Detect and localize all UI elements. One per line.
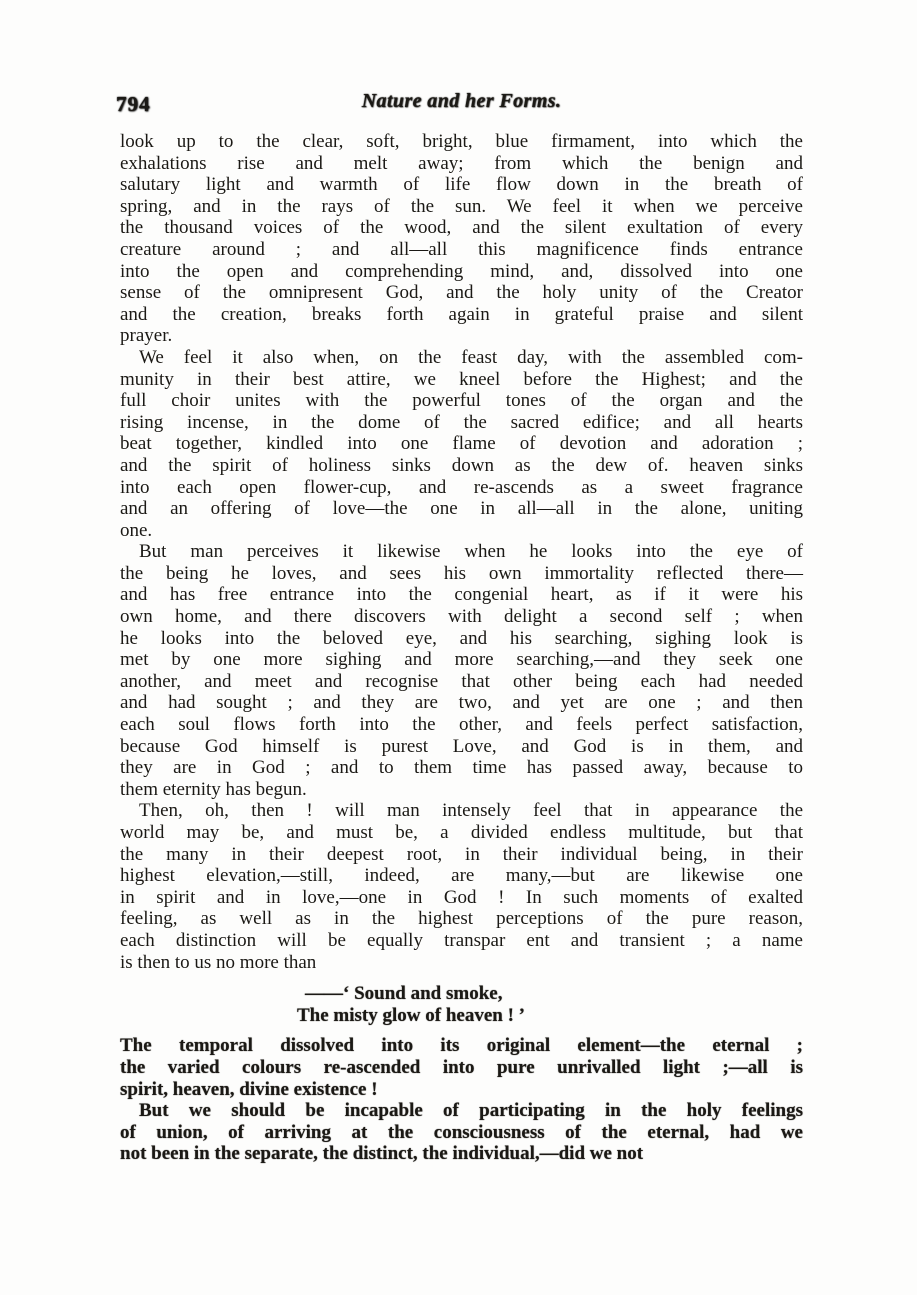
text-line: exhalations rise and melt away; from which the benign and (120, 152, 803, 174)
text-line: prayer. (120, 325, 173, 347)
text-line: spirit, heaven, divine existence ! (120, 1078, 378, 1100)
running-title: Nature and her Forms. (361, 90, 562, 112)
text-line: look up to the clear, soft, bright, blue firmament, into which the (120, 131, 803, 152)
text-line: and an offering of love—the one in all—all in the alone, uniting (120, 498, 803, 520)
text-line: the being he loves, and sees his own immortality reflected there— (120, 562, 803, 584)
text-line: rising incense, in the dome of the sacred edifice; and all hearts (120, 411, 803, 433)
text-line: the thousand voices of the wood, and the silent exultation of every (120, 217, 803, 239)
text-line: world may be, and must be, a divided endless multitude, but that (120, 822, 803, 843)
text-line: of union, of arriving at the consciousness of the eternal, had we (120, 1121, 803, 1143)
text-line: spring, and in the rays of the sun. We feel it when we perceive (120, 195, 803, 217)
text-line: met by one more sighing and more searching,—and they seek one (120, 649, 803, 671)
paragraph (120, 800, 803, 973)
paragraph (120, 347, 803, 541)
page-number: 794 (116, 92, 151, 116)
text-line: The temporal dissolved into its original element—the eternal ; (120, 1035, 803, 1057)
text-line: into each open flower-cup, and re-ascends as a sweet fragrance (120, 476, 803, 498)
text-line: into the open and comprehending mind, and, dissolved into one (120, 260, 803, 282)
text-line: munity in their best attire, we kneel before the Highest; and the (120, 368, 803, 390)
quote-line: ——‘ Sound and smoke, (305, 983, 503, 1005)
text-line: is then to us no more than (120, 951, 317, 973)
text-line: one. (120, 519, 153, 541)
text-line: and had sought ; and they are two, and yet are one ; and then (120, 692, 803, 714)
text-line: salutary light and warmth of life flow down in the breath of (120, 174, 803, 196)
text-line: each distinction will be equally transpar ent and transient ; a name (120, 929, 803, 951)
text-line: full choir unites with the powerful tones of the organ and the (120, 390, 803, 412)
page-header (116, 90, 803, 122)
text-line: because God himself is purest Love, and God is in them, and (120, 735, 803, 757)
paragraph (120, 1035, 803, 1100)
text-line: feeling, as well as in the highest perceptions of the pure reason, (120, 908, 803, 930)
text-line: he looks into the beloved eye, and his searching, sighing look is (120, 627, 803, 649)
text-line: the many in their deepest root, in their individual being, in their (120, 843, 803, 865)
text-line: But we should be incapable of participating in the holy feelings (139, 1100, 803, 1122)
paragraph (120, 131, 803, 347)
text-line: and the creation, breaks forth again in grateful praise and silent (120, 303, 803, 325)
text-line: another, and meet and recognise that other being each had needed (120, 670, 803, 692)
text-line: and has free entrance into the congenial heart, as if it were his (120, 584, 803, 606)
text-line: beat together, kindled into one flame of devotion and adoration ; (120, 433, 803, 455)
verse-quote (297, 983, 803, 1026)
text-line: highest elevation,—still, indeed, are many,—but are likewise one (120, 865, 803, 887)
text-line: But man perceives it likewise when he looks into the eye of (139, 541, 803, 563)
paragraph (120, 1100, 803, 1165)
text-line: We feel it also when, on the feast day, with the assembled com- (139, 346, 803, 368)
paragraph (120, 541, 803, 800)
body-text (120, 131, 803, 1165)
text-line: not been in the separate, the distinct, the individual,—did we not (120, 1143, 644, 1165)
text-line: the varied colours re-ascended into pure unrivalled light ;—all is (120, 1056, 803, 1078)
text-line: creature around ; and all—all this magnificence finds entrance (120, 238, 803, 260)
text-line: in spirit and in love,—one in God ! In such moments of exalted (120, 886, 803, 908)
text-line: and the spirit of holiness sinks down as the dew of. heaven sinks (120, 454, 803, 476)
text-line: each soul flows forth into the other, and feels perfect satisfaction, (120, 714, 803, 736)
text-line: sense of the omnipresent God, and the holy unity of the Creator (120, 282, 803, 304)
quote-line: The misty glow of heaven ! ’ (297, 1004, 525, 1026)
text-line: own home, and there discovers with delight a second self ; when (120, 606, 803, 628)
text-line: them eternity has begun. (120, 778, 307, 800)
text-line: they are in God ; and to them time has passed away, because to (120, 757, 803, 779)
text-line: Then, oh, then ! will man intensely feel that in appearance the (139, 800, 803, 822)
